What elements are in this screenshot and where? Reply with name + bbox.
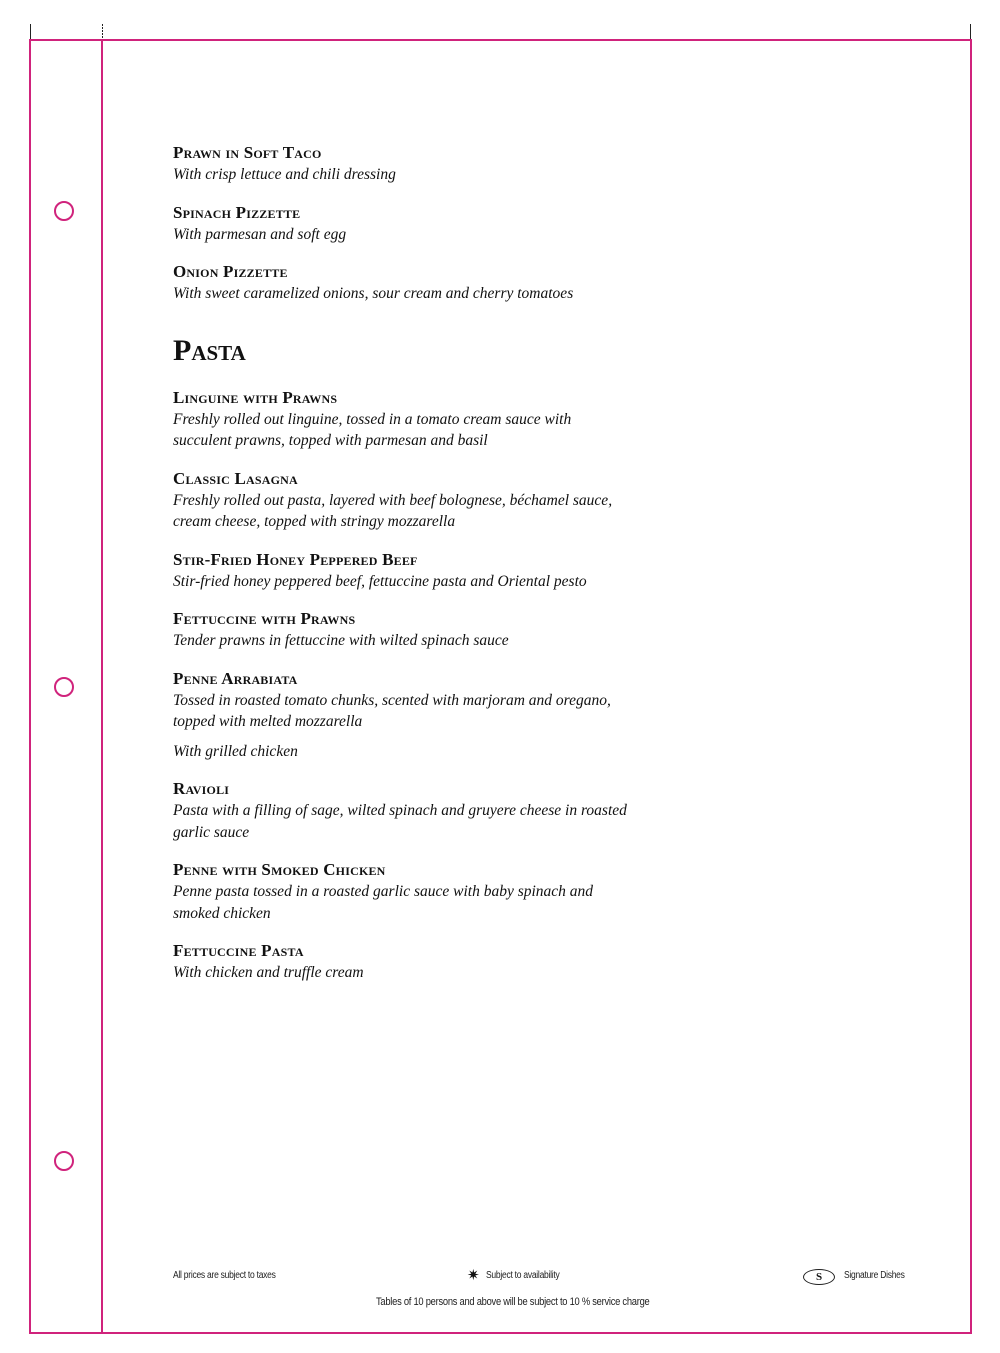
menu-item-description: Tender prawns in fettuccine with wilted spinach sauce <box>173 632 509 649</box>
menu-item-description: Freshly rolled out linguine, tossed in a tomato cream sauce with succulent prawns, topped with parmesan and basil <box>173 410 572 449</box>
menu-item <box>173 468 633 533</box>
menu-item-description: Pasta with a filling of sage, wilted spinach and gruyere cheese in roasted garlic sauce <box>173 802 627 841</box>
crop-mark-spine <box>102 24 103 39</box>
menu-item <box>173 608 633 652</box>
crop-mark-right <box>970 24 971 39</box>
menu-item <box>173 142 633 186</box>
frame-right-line <box>970 39 972 1334</box>
menu-items-pasta <box>173 387 633 984</box>
menu-item-option: With grilled chicken <box>173 742 298 760</box>
menu-item-description: Penne pasta tossed in a roasted garlic sauce with baby spinach and smoked chicken <box>173 883 594 922</box>
menu-items-top <box>173 142 633 305</box>
binder-hole-middle <box>54 677 74 697</box>
menu-item-name: Fettuccine with Prawns <box>173 609 356 628</box>
menu-item <box>173 778 633 843</box>
menu-item-name: Prawn in Soft Taco <box>173 143 322 162</box>
menu-item-name: Penne with Smoked Chicken <box>173 860 386 879</box>
menu-item <box>173 261 633 305</box>
section-title-pasta: Pasta <box>173 333 246 367</box>
footer-taxes-note: All prices are subject to taxes <box>173 1270 276 1281</box>
menu-item-name: Stir-Fried Honey Peppered Beef <box>173 549 418 569</box>
menu-item-name: Ravioli <box>173 779 230 798</box>
menu-item-name: Linguine with Prawns <box>173 387 338 407</box>
menu-item-name: Fettuccine Pasta <box>173 941 304 960</box>
menu-item <box>173 859 633 924</box>
menu-item-name: Classic Lasagna <box>173 468 298 488</box>
menu-item-description: With sweet caramelized onions, sour cream and cherry tomatoes <box>173 285 574 302</box>
frame-top-line <box>29 39 972 41</box>
menu-item-name: Onion Pizzette <box>173 262 288 281</box>
binder-hole-top <box>54 201 74 221</box>
menu-item <box>173 387 633 452</box>
crop-mark-left <box>30 24 31 39</box>
menu-item-description: Tossed in roasted tomato chunks, scented with marjoram and oregano, topped with melted mozzarella <box>173 691 611 730</box>
frame-left-line <box>29 39 31 1334</box>
frame-spine-line <box>101 39 103 1334</box>
signature-badge-icon: S <box>803 1269 835 1285</box>
asterisk-icon: ✷ <box>467 1268 480 1284</box>
footer-service-charge-note: Tables of 10 persons and above will be subject to 10 % service charge <box>376 1296 650 1308</box>
frame-bottom-line <box>29 1332 972 1334</box>
menu-item-description: With parmesan and soft egg <box>173 225 347 243</box>
menu-item-description: With crisp lettuce and chili dressing <box>173 166 396 183</box>
menu-item-description: Stir-fried honey peppered beef, fettuccine pasta and Oriental pesto <box>173 572 587 590</box>
menu-item-description: Freshly rolled out pasta, layered with beef bolognese, béchamel sauce, cream cheese, topped with stringy mozzarella <box>173 491 613 530</box>
menu-item <box>173 940 633 984</box>
menu-item-name: Penne Arrabiata <box>173 668 298 688</box>
menu-item-description: With chicken and truffle cream <box>173 964 364 981</box>
menu-item <box>173 202 633 246</box>
footer-signature-note: Signature Dishes <box>844 1270 905 1281</box>
menu-content <box>173 142 633 1000</box>
menu-item-name: Spinach Pizzette <box>173 202 301 222</box>
menu-item <box>173 549 633 593</box>
menu-item <box>173 668 633 763</box>
binder-hole-bottom <box>54 1151 74 1171</box>
footer-availability-note: Subject to availability <box>486 1270 560 1281</box>
